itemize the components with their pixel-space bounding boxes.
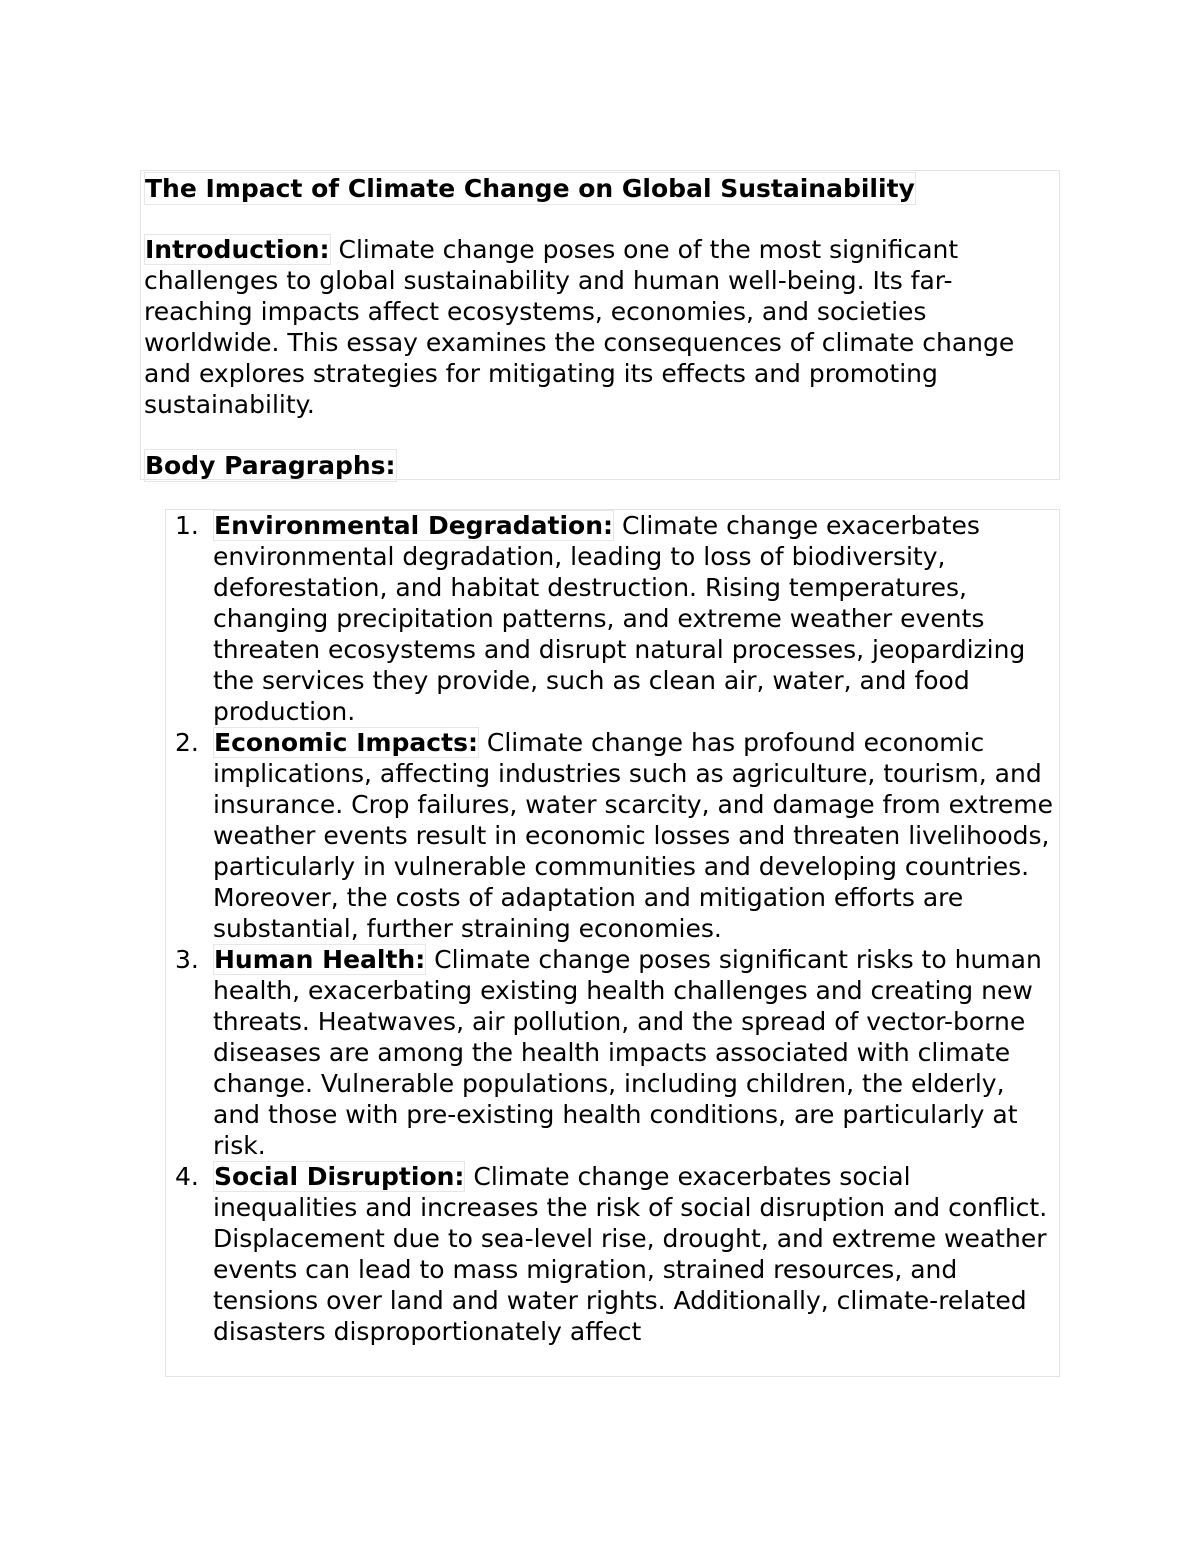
list-item-text: Climate change exacerbates social inequalities and increases the risk of social disruption and conflict. Displacement due to sea-level rise, drought, and extreme weather events can lead to mass migration, strained resources, and tensions over land and water rights. Additionally, climate-related disasters disproportionately affect (213, 1162, 1048, 1346)
body-paragraph-list (166, 510, 1059, 1347)
intro-section (140, 170, 1060, 480)
list-item-number: 2. (175, 728, 199, 757)
list-item-number: 1. (175, 511, 199, 540)
introduction-label: Introduction: (145, 235, 330, 264)
list-item (175, 510, 1059, 727)
list-item-text: Climate change has profound economic implications, affecting industries such as agriculture, tourism, and insurance. Crop failures, water scarcity, and damage from extreme weather events result in economic losses and threaten livelihoods, particularly in vulnerable communities and developing countries. Moreover, the costs of adaptation and mitigation efforts are substantial, further straining economies. (213, 728, 1054, 943)
list-item-label: Environmental Degradation: (214, 511, 613, 540)
body-list-section (165, 509, 1060, 1377)
list-item-label: Economic Impacts: (214, 728, 478, 757)
list-item-number: 3. (175, 945, 199, 974)
introduction-paragraph (144, 234, 1056, 420)
list-item (175, 727, 1059, 944)
introduction-text: Climate change poses one of the most significant challenges to global sustainability and human well-being. Its far-reaching impacts affect ecosystems, economies, and societies worldwide. This essay examines the consequences of climate change and explores strategies for mitigating its effects and promoting sustainability. (144, 235, 1015, 419)
list-item (175, 1161, 1059, 1347)
list-item (175, 944, 1059, 1161)
list-item-text: Climate change exacerbates environmental degradation, leading to loss of biodiversity, deforestation, and habitat destruction. Rising temperatures, changing precipitation patterns, and extreme weather events threaten ecosystems and disrupt natural processes, jeopardizing the services they provide, such as clean air, water, and food production. (213, 511, 1026, 726)
list-item-label: Human Health: (214, 945, 426, 974)
list-item-label: Social Disruption: (214, 1162, 465, 1191)
list-item-number: 4. (175, 1162, 199, 1191)
body-paragraphs-heading: Body Paragraphs: (145, 451, 396, 480)
list-item-text: Climate change poses significant risks to human health, exacerbating existing health challenges and creating new threats. Heatwaves, air pollution, and the spread of vector-borne diseases are among the health impacts associated with climate change. Vulnerable populations, including children, the elderly, and those with pre-existing health conditions, are particularly at risk. (213, 945, 1042, 1160)
document-title: The Impact of Climate Change on Global Sustainability (145, 174, 915, 203)
